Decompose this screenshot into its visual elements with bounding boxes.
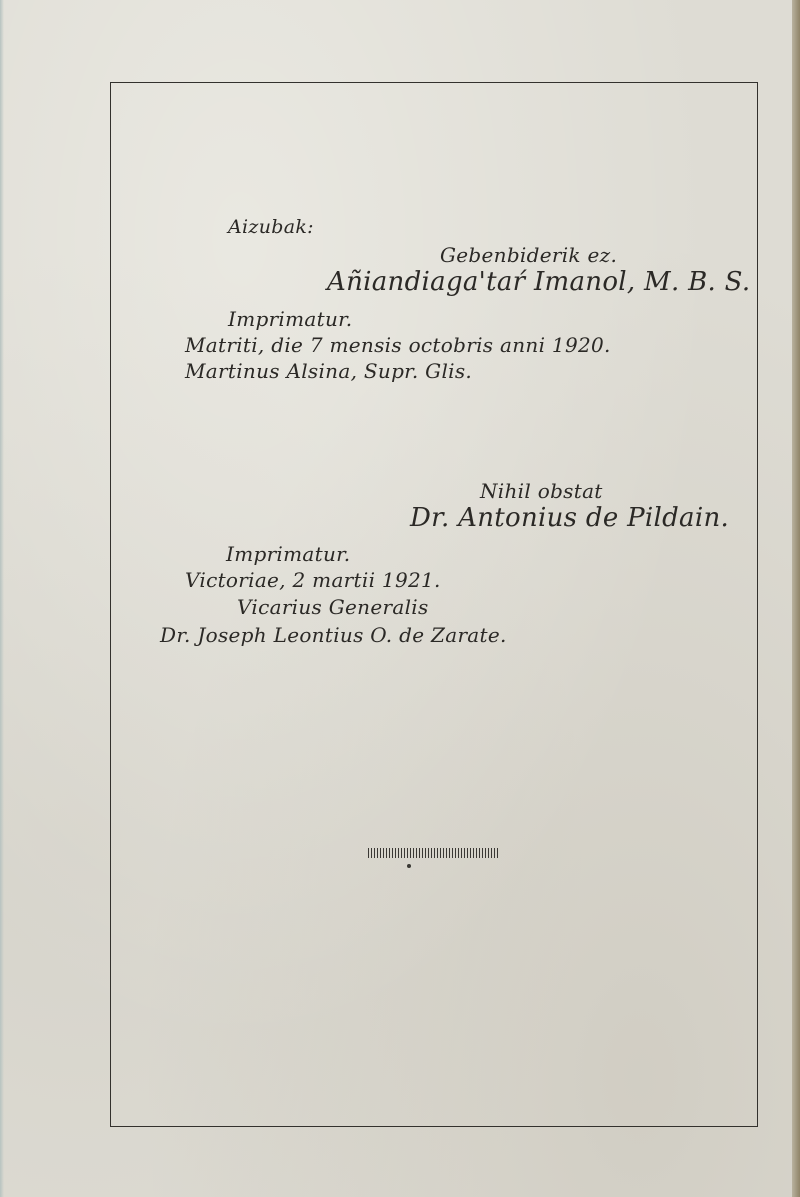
aizubak-label: Aizubak:: [228, 216, 314, 238]
permission-line: Gebenbiderik ez.: [440, 243, 618, 267]
imprimatur-label-2: Imprimatur.: [226, 542, 351, 566]
imprimatur-place-date-2: Victoriae, 2 martii 1921.: [185, 568, 441, 592]
nihil-obstat-label: Nihil obstat: [480, 479, 603, 503]
imprimatur-label-1: Imprimatur.: [228, 307, 353, 331]
imprimatur-place-date-1: Matriti, die 7 mensis octobris anni 1920.: [185, 333, 611, 357]
vicarius-generalis-role: Vicarius Generalis: [237, 595, 429, 619]
approver-name: Añiandiaga'taŕ Imanol, M. B. S.: [327, 267, 751, 297]
imprimatur-signatory-2: Dr. Joseph Leontius O. de Zarate.: [160, 623, 507, 647]
ornament-dot: [407, 864, 411, 868]
page-border-frame: [110, 82, 758, 1127]
page-edge-left: [0, 0, 4, 1197]
imprimatur-signatory-1: Martinus Alsina, Supr. Glis.: [185, 359, 473, 383]
decorative-rule-ornament: [368, 848, 500, 858]
nihil-obstat-signatory: Dr. Antonius de Pildain.: [410, 503, 730, 533]
page-edge-right: [792, 0, 800, 1197]
